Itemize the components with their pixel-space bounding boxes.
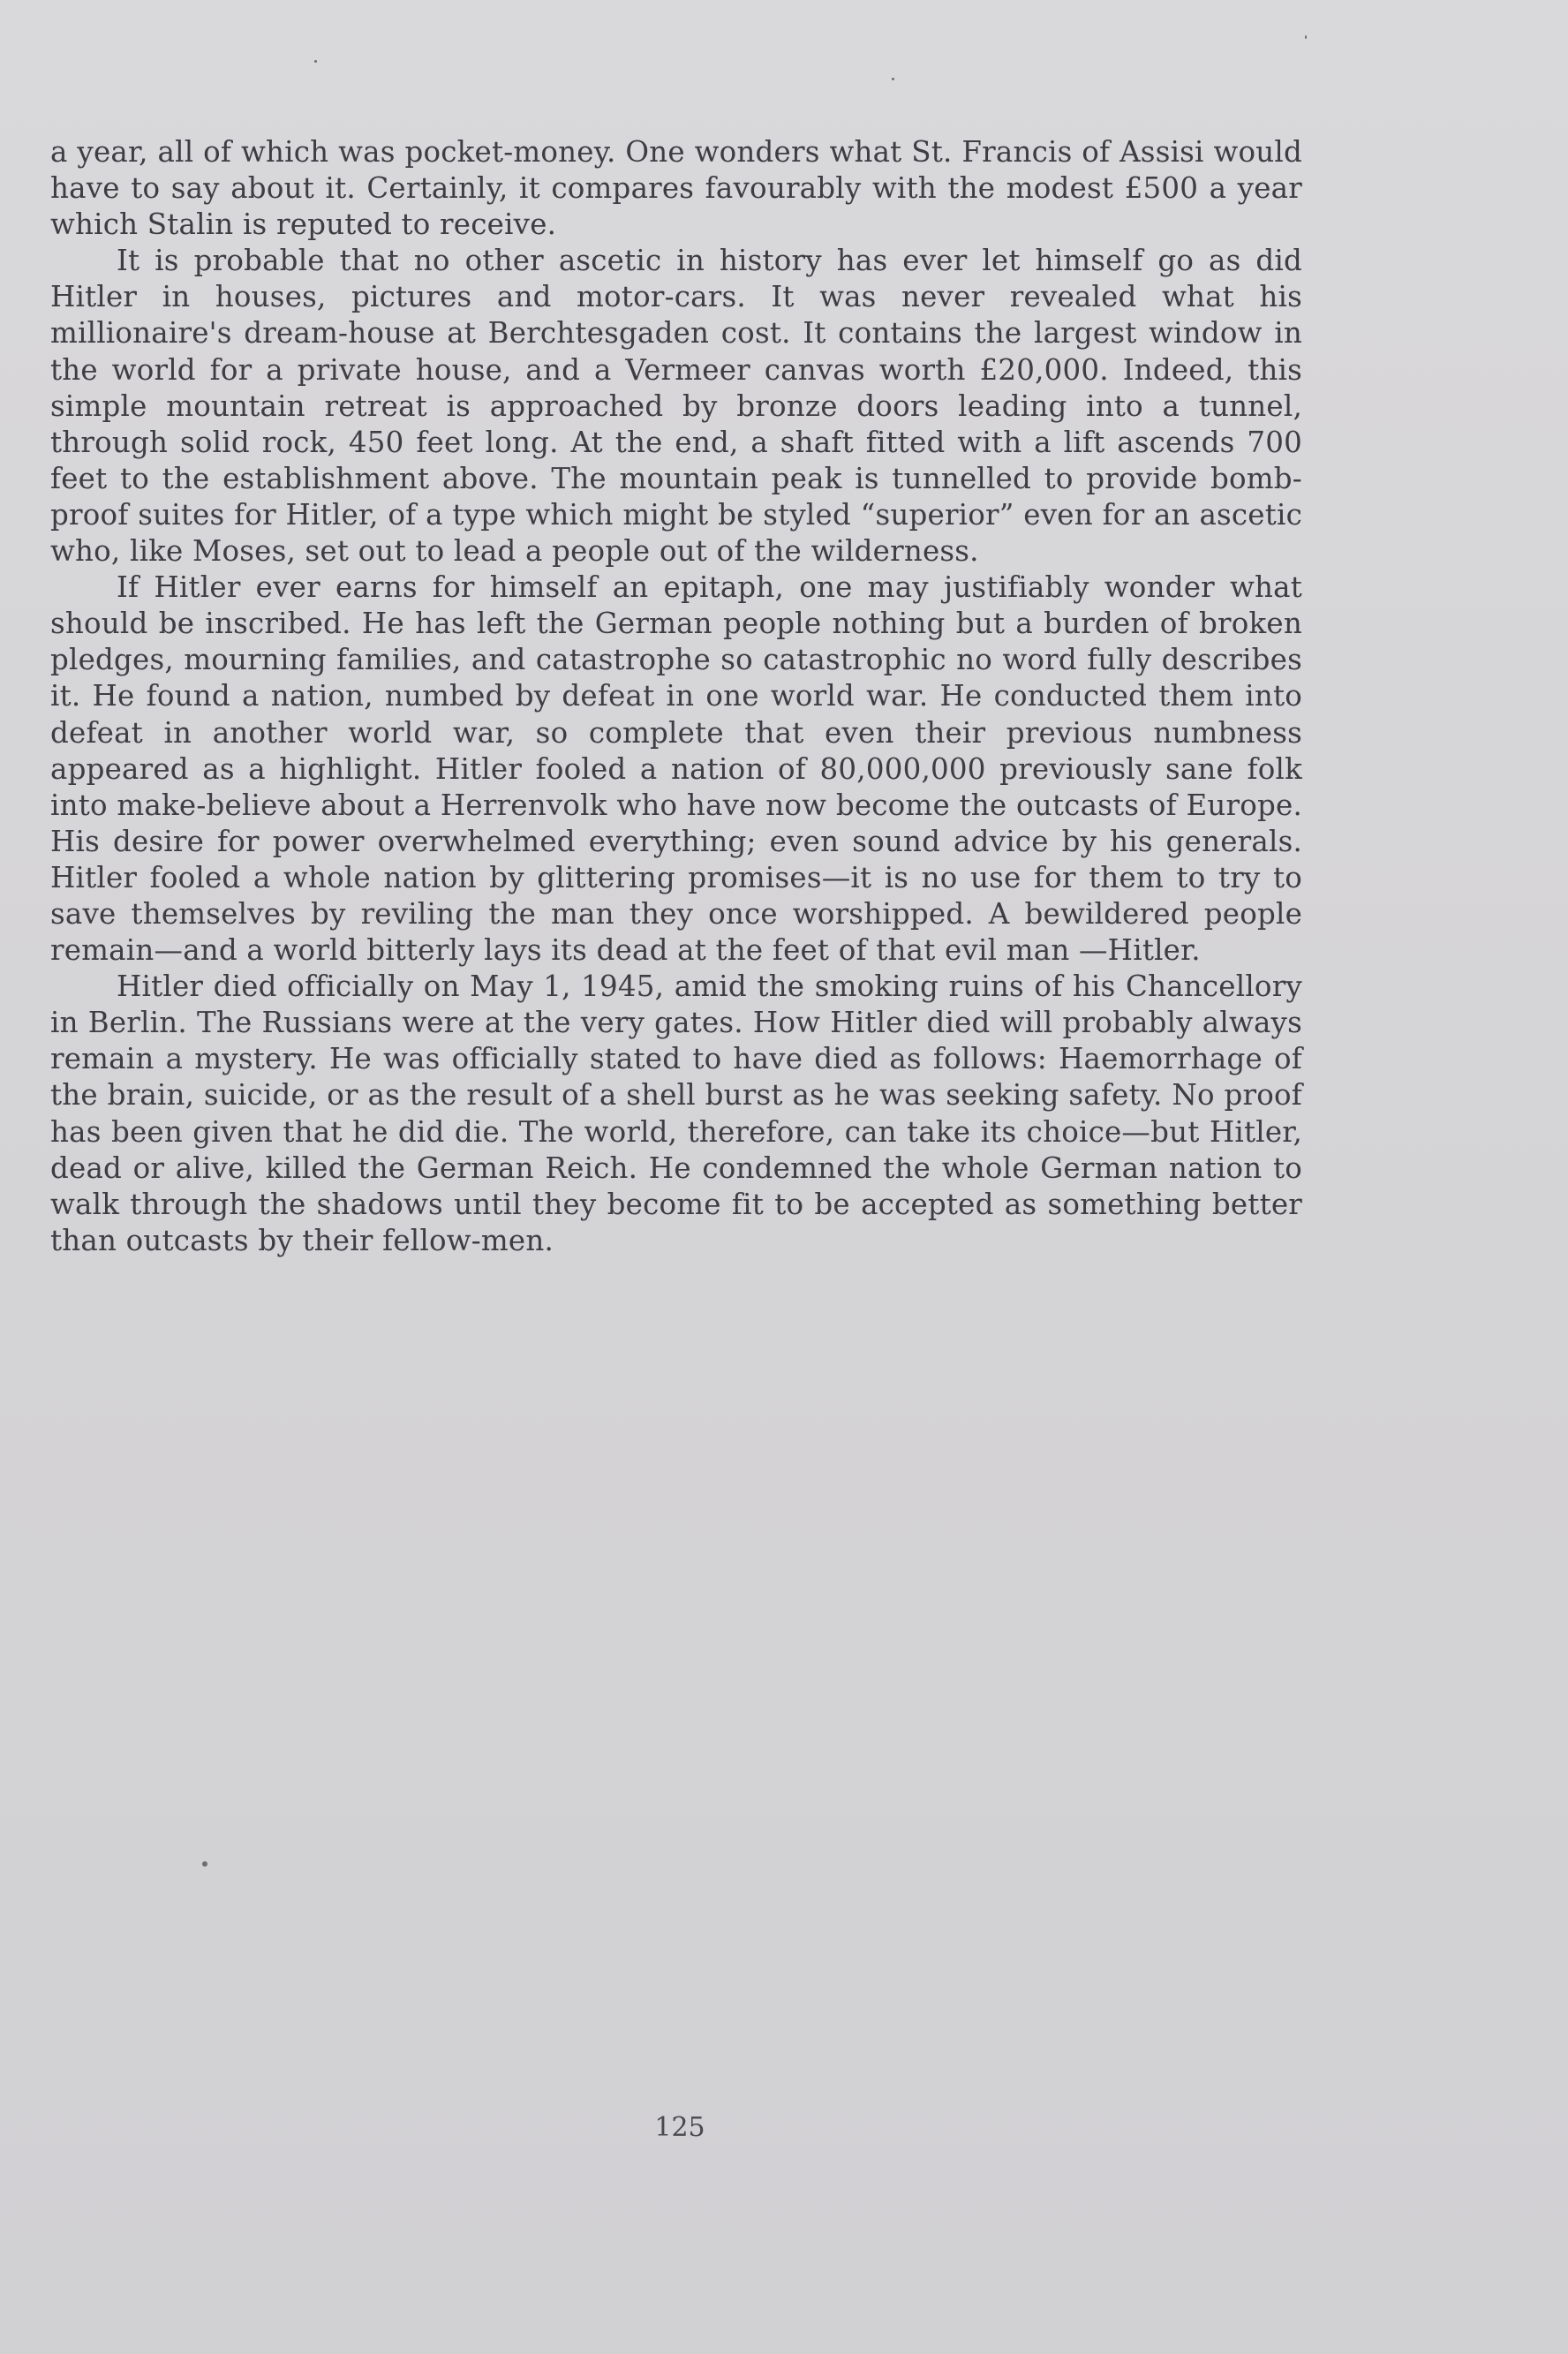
paragraph-epitaph: If Hitler ever earns for himself an epitaph, one may justifiably wonder what should be inscribed. He has left the German people nothing but a burden of broken pledges, mourning families, and catastrophe so catastrophic no word fully describes it. He found a nation, numbed by defeat in one world war. He conducted them into defeat in another world war, so complete that even their previous numbness appeared as a highlight. Hitler fooled a nation of 80,000,000 previously sane folk into make-believe about a Herrenvolk who have now become the outcasts of Europe. His desire for power overwhelmed everything; even sound advice by his generals. Hitler fooled a whole nation by glittering promises—it is no use for them to try to save themselves by reviling the man they once worshipped. A bewildered people remain—and a world bitterly lays its dead at the feet of that evil man —Hitler. — [50, 570, 1302, 968]
paper-speck — [892, 78, 894, 80]
body-text — [50, 134, 1302, 1259]
paragraph-continuation: a year, all of which was pocket-money. One wonders what St. Francis of Assisi would have to say about it. Certainly, it compares favourably with the modest £500 a year which Stalin is reputed to receive. — [50, 135, 1302, 242]
page-number: 125 — [654, 2112, 705, 2143]
paper-speck — [314, 60, 317, 63]
paper-speck — [1305, 35, 1307, 39]
paragraph-death: Hitler died officially on May 1, 1945, amid the smoking ruins of his Chancellory in Berlin. The Russians were at the very gates. How Hitler died will probably always remain a mystery. He was officially stated to have died as follows: Haemorrhage of the brain, suicide, or as the result of a shell burst as he was seeking safety. No proof has been given that he did die. The world, therefore, can take its choice—but Hitler, dead or alive, killed the German Reich. He condemned the whole German nation to walk through the shadows until they become fit to be accepted as something better than outcasts by their fellow-men. — [50, 970, 1302, 1257]
paragraph-berchtesgaden: It is probable that no other ascetic in history has ever let himself go as did Hitler in houses, pictures and motor-cars. It was never revealed what his millionaire's dream-house at Berchtesgaden cost. It contains the largest window in the world for a private house, and a Vermeer canvas worth £20,000. Indeed, this simple mountain retreat is approached by bronze doors leading into a tunnel, through solid rock, 450 feet long. At the end, a shaft fitted with a lift ascends 700 feet to the establishment above. The mountain peak is tunnelled to provide bomb-proof suites for Hitler, of a type which might be styled “superior” even for an ascetic who, like Moses, set out to lead a people out of the wilderness. — [50, 244, 1302, 569]
paper-speck — [202, 1861, 207, 1867]
